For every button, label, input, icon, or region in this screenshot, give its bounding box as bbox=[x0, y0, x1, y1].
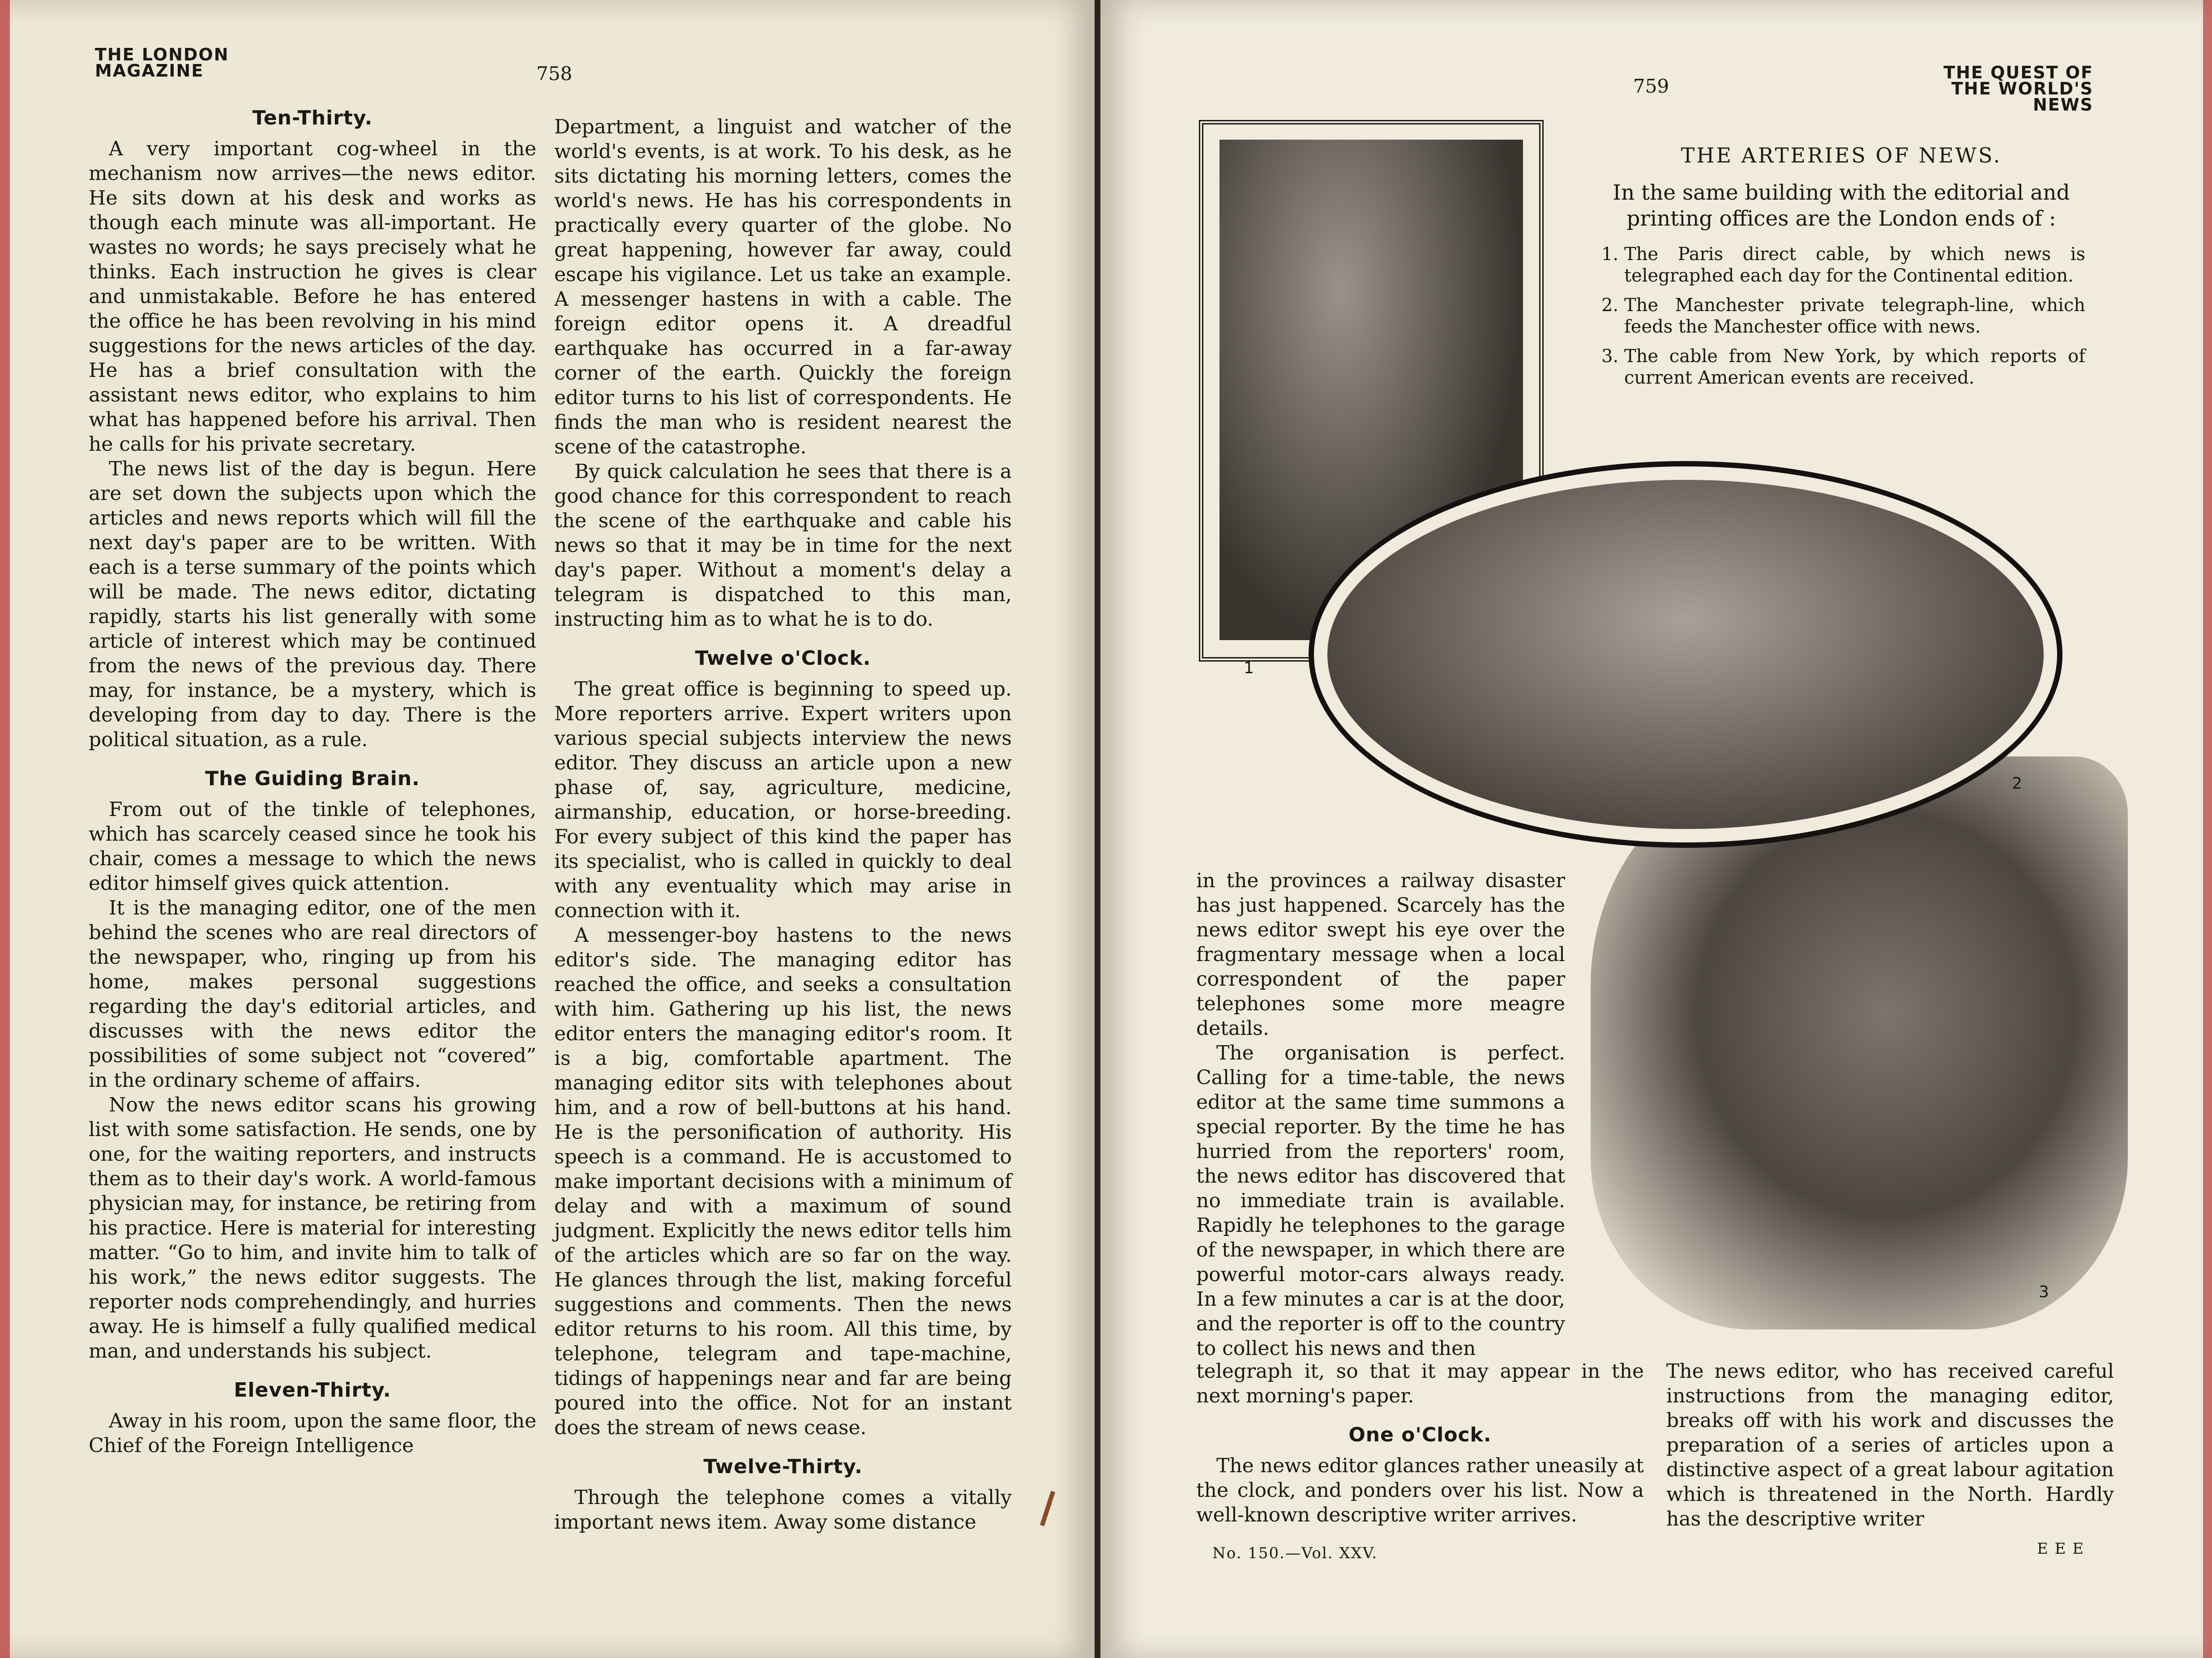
paragraph: Away in his room, upon the same floor, the Chief of the Foreign Intelligence bbox=[89, 1410, 536, 1457]
paragraph: By quick calculation he sees that there is a good chance for this correspondent to reach the scene of the earthquake and cable his news so that it may be in time for the next day's paper. Without a moment's delay a telegram is dispatched to this man, instructing him as to what he is to do. bbox=[554, 460, 1012, 631]
paragraph: The news editor glances rather uneasily at the clock, and ponders over his list. Now a well-known descriptive writer arrives. bbox=[1196, 1454, 1644, 1526]
paragraph: telegraph it, so that it may appear in the next morning's paper. bbox=[1196, 1360, 1644, 1407]
text-beside-photo bbox=[1196, 868, 1565, 1361]
paragraph: in the provinces a railway disaster has just happened. Scarcely has the news editor swept his eye over the fragmentary message when a local correspondent of the paper telephones some more meagre details. bbox=[1196, 869, 1565, 1040]
arteries-of-news-box bbox=[1597, 143, 2085, 397]
page-number-left: 758 bbox=[536, 63, 573, 85]
section-heading: Eleven-Thirty. bbox=[234, 1379, 391, 1402]
arteries-item: 2. The Manchester private telegraph-line, which feeds the Manchester office with news. bbox=[1624, 295, 2085, 338]
paragraph: Department, a linguist and watcher of the world's events, is at work. To his desk, as he sits dictating his morning letters, comes the world's news. He has his correspondents in practically every quarter of the globe. No great happening, however far away, could escape his vigilance. Let us take an example. A messenger hastens in with a cable. The foreign editor opens it. A dreadful earthquake has occurred in a far-away corner of the earth. Quickly the foreign editor turns to his list of correspondents. He finds the man who is resident nearest the scene of the catastrophe. bbox=[554, 115, 1012, 458]
photo-caption-1: 1 bbox=[1244, 659, 1254, 677]
paragraph: Now the news editor scans his growing list with some satisfaction. He sends, one by one, for the waiting reporters, and instructs them as to their day's work. A world-famous physician may, for instance, be retiring from his practice. Here is material for interesting matter. “Go to him, and invite him to talk of his work,” the news editor suggests. The reporter nods comprehendingly, and hurries away. He is himself a fully qualified medical man, and understands his subject. bbox=[89, 1094, 536, 1363]
section-heading: The Guiding Brain. bbox=[205, 767, 420, 790]
paragraph: The news editor, who has received careful instructions from the managing editor, breaks off with his work and discusses the preparation of a series of articles upon a distinctive aspect of a great labour agitation which is threatened in the North. Hardly has the descriptive writer bbox=[1666, 1360, 2114, 1530]
left-column-1 bbox=[89, 106, 536, 1458]
right-page bbox=[1100, 0, 2212, 1658]
photo-oval-frame-2 bbox=[1309, 461, 2062, 848]
bottom-right-column bbox=[1666, 1359, 2114, 1531]
paragraph: The news list of the day is begun. Here are set down the subjects upon which the articles and news reports which will fill the next day's paper are to be written. With each is a terse summary of the points which will be made. The news editor, dictating rapidly, starts his list generally with some article of interest which may be continued from the news of the previous day. There may, for instance, be a mystery, which is developing from day to day. There is the political situation, as a rule. bbox=[89, 457, 536, 751]
arteries-title: THE ARTERIES OF NEWS. bbox=[1681, 143, 2002, 167]
arteries-intro: In the same building with the editorial and printing offices are the London ends of : bbox=[1613, 180, 2070, 231]
paragraph: A very important cog-wheel in the mechanism now arrives—the news editor. He sits down at his desk and works as though each minute was all-important. He wastes no words; he says precisely what he thinks. Each instruction he gives is clear and unmistakable. Before he has entered the office he has been revolving in his mind suggestions for the news articles of the day. He has a brief consultation with the assistant news editor, who explains to him what has happened before his arrival. Then he calls for his private secretary. bbox=[89, 137, 536, 456]
issue-footer: No. 150.—Vol. XXV. bbox=[1212, 1544, 1378, 1562]
page-number-right: 759 bbox=[1633, 75, 1669, 97]
bottom-left-column bbox=[1196, 1359, 1644, 1527]
section-heading: Twelve o'Clock. bbox=[695, 647, 871, 670]
paragraph: Through the telephone comes a vitally important news item. Away some distance bbox=[554, 1486, 1012, 1534]
section-heading: Ten-Thirty. bbox=[252, 107, 373, 129]
paragraph: It is the managing editor, one of the men behind the scenes who are real directors of the newspaper, who, ringing up from his home, makes personal suggestions regarding the day's editorial articles, and discusses with the news editor the possibilities of some subject not “covered” in the ordinary scheme of affairs. bbox=[89, 897, 536, 1092]
paragraph: From out of the tinkle of telephones, which has scarcely ceased since he took his chair, comes a message to which the news editor himself gives quick attention. bbox=[89, 798, 536, 895]
left-column-2 bbox=[554, 115, 1012, 1534]
arteries-list bbox=[1597, 244, 2085, 389]
section-heading: One o'Clock. bbox=[1348, 1423, 1492, 1446]
arteries-item: 1. The Paris direct cable, by which news is telegraphed each day for the Continental edition. bbox=[1624, 244, 2085, 286]
paragraph: The great office is beginning to speed up. More reporters arrive. Expert writers upon various special subjects interview the news editor. They discuss an article upon a new phase of, say, agriculture, medicine, airmanship, education, or horse-breeding. For every subject of this kind the paper has its specialist, who is called in quickly to deal with any eventuality which may arise in connection with it. bbox=[554, 678, 1012, 922]
paragraph: A messenger-boy hastens to the news editor's side. The managing editor has reached the office, and seeks a consultation with him. Gathering up his list, the news editor enters the managing editor's room. It is a big, comfortable apartment. The managing editor sits with telephones about him, and a row of bell-buttons at his hand. He is the personification of authority. His speech is a command. He is accustomed to make important decisions with a minimum of delay and with a maximum of sound judgment. Explicitly the news editor tells him of the articles which are so far on the way. He glances through the list, making forceful suggestions and comments. Then the news editor returns to his room. All this time, by telephone, telegram and tape-machine, tidings of happenings near and far are being poured into the office. Not for an instant does the stream of news cease. bbox=[554, 924, 1012, 1439]
photo-telegraph-room bbox=[1327, 480, 2044, 829]
article-running-title: THE QUEST OF THE WORLD'S NEWS bbox=[1943, 63, 2093, 115]
photo-caption-3: 3 bbox=[2039, 1283, 2049, 1301]
arteries-item: 3. The cable from New York, by which reports of current American events are received. bbox=[1624, 346, 2085, 389]
photo-caption-2: 2 bbox=[2012, 774, 2022, 793]
paragraph: The organisation is perfect. Calling for a time-table, the news editor at the same time summons a special reporter. By the time he has hurried from the reporters' room, the news editor has discovered that no immediate train is available. Rapidly he telephones to the garage of the newspaper, in which there are powerful motor-cars always ready. In a few minutes a car is at the door, and the reporter is off to the country to collect his news and then bbox=[1196, 1042, 1565, 1360]
section-heading: Twelve-Thirty. bbox=[703, 1455, 863, 1478]
signature-mark: E E E bbox=[2037, 1540, 2085, 1558]
left-page bbox=[0, 0, 1095, 1658]
magazine-title: THE LONDON MAGAZINE bbox=[95, 45, 229, 81]
